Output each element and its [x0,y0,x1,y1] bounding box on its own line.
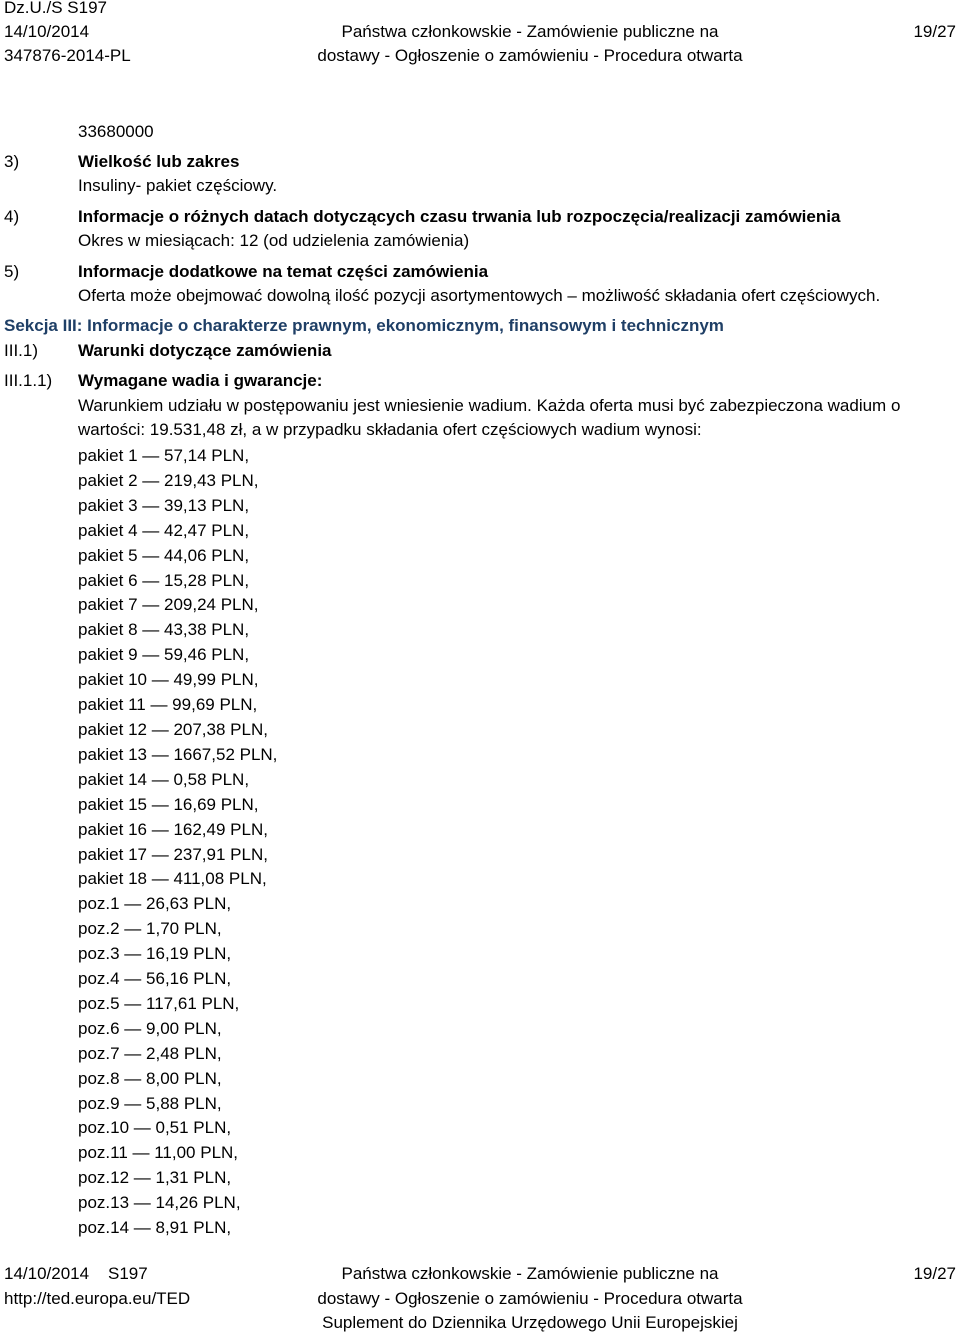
item-4-text: Okres w miesiącach: 12 (od udzielenia zamówienia) [78,231,470,250]
item-5-number: 5) [4,262,20,281]
deposit-item: pakiet 16 — 162,49 PLN, [78,819,268,839]
footer-title-line2: dostawy - Ogłoszenie o zamówieniu - Procedura otwarta [317,1289,743,1308]
section-3-1-1-title: Wymagane wadia i gwarancje: [78,371,323,390]
section-3-1-number: III.1) [4,341,39,360]
deposit-item: poz.8 — 8,00 PLN, [78,1068,222,1088]
deposit-item: pakiet 15 — 16,69 PLN, [78,794,259,814]
item-4-title: Informacje o różnych datach dotyczących czasu trwania lub rozpoczęcia/realizacji zamówienia [78,207,841,226]
deposit-item: pakiet 4 — 42,47 PLN, [78,520,250,540]
deposit-item: pakiet 14 — 0,58 PLN, [78,769,250,789]
deposit-item: pakiet 9 — 59,46 PLN, [78,645,250,665]
deposit-item: poz.3 — 16,19 PLN, [78,944,232,964]
deposit-item: poz.11 — 11,00 PLN, [78,1143,239,1163]
section-3-1-title: Warunki dotyczące zamówienia [78,341,332,360]
deposit-item: pakiet 10 — 49,99 PLN, [78,670,259,690]
section-heading: Sekcja III: Informacje o charakterze prawnym, ekonomicznym, finansowym i technicznym [4,316,724,335]
deposit-item: pakiet 11 — 99,69 PLN, [78,695,258,715]
deposit-item: pakiet 2 — 219,43 PLN, [78,470,259,490]
deposit-item: poz.2 — 1,70 PLN, [78,919,222,939]
header-title-line1: Państwa członkowskie - Zamówienie publiczne na [341,22,719,41]
item-3-title: Wielkość lub zakres [78,152,240,171]
section-3-1-1-text-line1: Warunkiem udziału w postępowaniu jest wniesienie wadium. Każda oferta musi być zabezpieczona wadium o [78,396,901,415]
deposit-item: pakiet 7 — 209,24 PLN, [78,595,259,615]
deposit-item: poz.13 — 14,26 PLN, [78,1193,241,1213]
deposit-item: pakiet 1 — 57,14 PLN, [78,446,250,465]
cpv-code: 33680000 [78,122,154,141]
deposit-item: pakiet 3 — 39,13 PLN, [78,495,250,515]
footer-title-line1: Państwa członkowskie - Zamówienie publiczne na [341,1264,719,1283]
item-5-text: Oferta może obejmować dowolną ilość pozycji asortymentowych – możliwość składania ofert częściowych. [78,286,881,305]
deposit-item: pakiet 12 — 207,38 PLN, [78,719,268,739]
deposit-item: pakiet 6 — 15,28 PLN, [78,570,250,590]
footer-page-number: 19/27 [913,1264,956,1283]
section-3-1-1-number: III.1.1) [4,371,53,390]
header-page-number: 19/27 [913,22,956,41]
deposit-item: poz.10 — 0,51 PLN, [78,1118,232,1138]
item-5-title: Informacje dodatkowe na temat części zamówienia [78,262,489,281]
deposit-item: poz.1 — 26,63 PLN, [78,894,232,914]
deposit-list [78,444,277,1241]
header-date: 14/10/2014 [4,22,90,41]
item-3-text: Insuliny- pakiet częściowy. [78,176,278,195]
footer-url: http://ted.europa.eu/TED [4,1289,191,1308]
deposit-item: pakiet 18 — 411,08 PLN, [78,869,267,889]
deposit-item: poz.12 — 1,31 PLN, [78,1168,232,1188]
header-journal-ref: Dz.U./S S197 [4,0,107,17]
deposit-item: poz.5 — 117,61 PLN, [78,993,240,1013]
deposit-item: pakiet 8 — 43,38 PLN, [78,620,250,640]
deposit-item: poz.6 — 9,00 PLN, [78,1018,222,1038]
item-4-number: 4) [4,207,20,226]
deposit-item: pakiet 5 — 44,06 PLN, [78,545,250,565]
deposit-item: poz.14 — 8,91 PLN, [78,1218,232,1238]
deposit-item: poz.9 — 5,88 PLN, [78,1093,222,1113]
header-doc-number: 347876-2014-PL [4,46,131,65]
deposit-item: poz.7 — 2,48 PLN, [78,1043,222,1063]
deposit-item: pakiet 17 — 237,91 PLN, [78,844,268,864]
header-title-line2: dostawy - Ogłoszenie o zamówieniu - Procedura otwarta [317,46,743,65]
deposit-item: poz.4 — 56,16 PLN, [78,969,232,989]
section-3-1-1-text-line2: wartości: 19.531,48 zł, a w przypadku składania ofert częściowych wadium wynosi: [78,420,702,439]
footer-date-ref: 14/10/2014 S197 [4,1264,148,1283]
deposit-item: pakiet 13 — 1667,52 PLN, [78,744,278,764]
item-3-number: 3) [4,152,20,171]
footer-supplement: Suplement do Dziennika Urzędowego Unii Europejskiej [322,1313,738,1332]
